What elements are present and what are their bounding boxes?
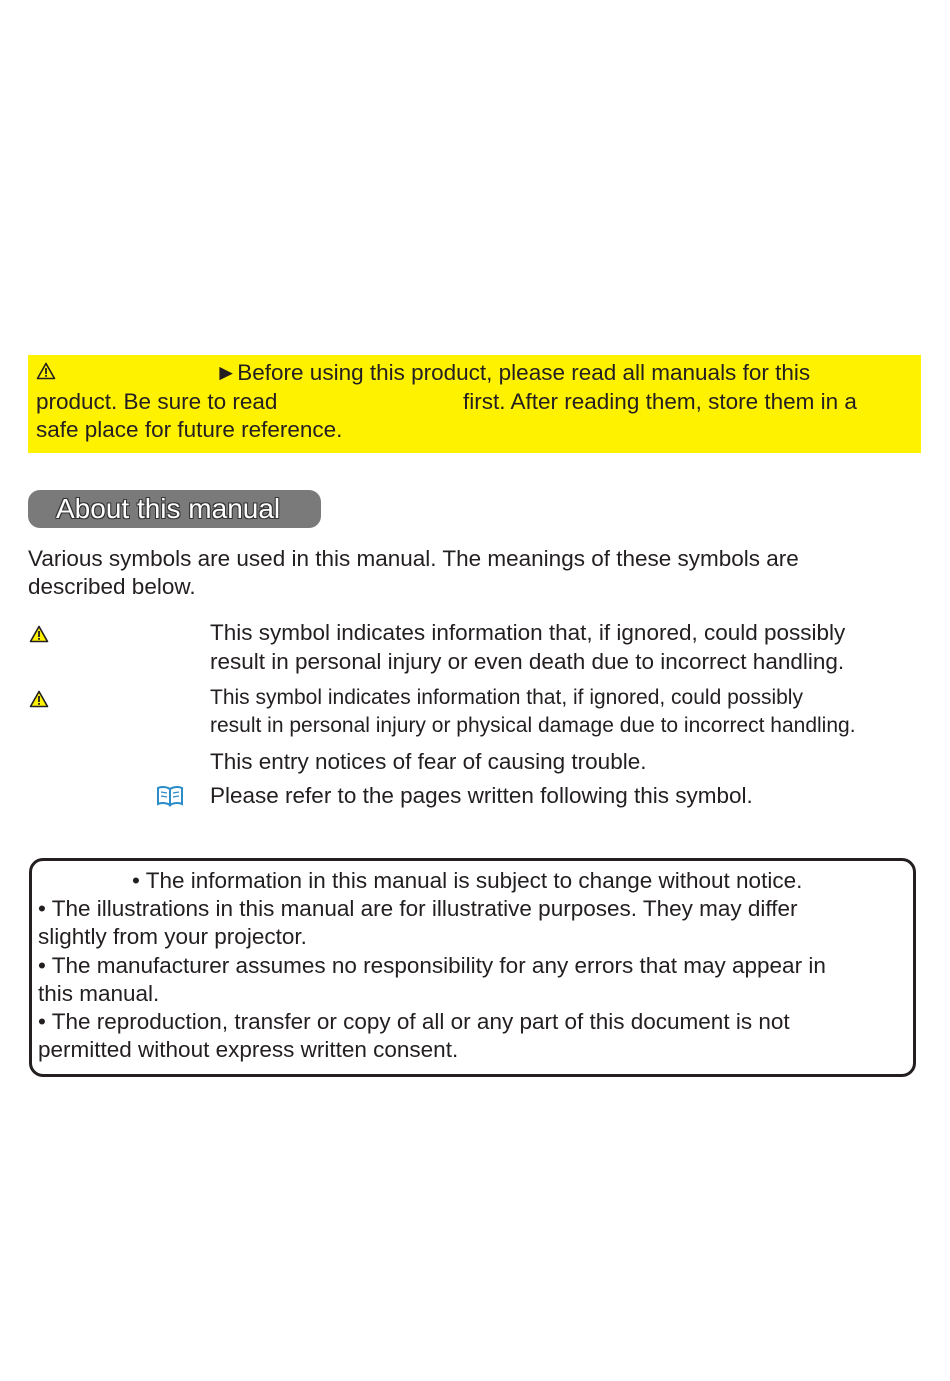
notice-line-1: • The information in this manual is subject to change without notice. (132, 868, 803, 893)
symbol-4-line-1: Please refer to the pages written following this symbol. (210, 783, 753, 808)
warning-icon (36, 362, 56, 380)
banner-line-2a: product. Be sure to read (36, 389, 278, 414)
warning-icon (29, 625, 49, 643)
notice-line-6: • The reproduction, transfer or copy of all or any part of this document is not (38, 1009, 790, 1034)
book-icon (156, 785, 184, 807)
notice-line-5: this manual. (38, 981, 160, 1006)
symbol-2-line-2: result in personal injury or physical damage due to incorrect handling. (210, 714, 856, 737)
banner-line-2b: first. After reading them, store them in a (463, 389, 857, 414)
intro-line-2: described below. (28, 574, 196, 599)
notice-line-2: • The illustrations in this manual are for illustrative purposes. They may differ (38, 896, 798, 921)
symbol-2-line-1: This symbol indicates information that, if ignored, could possibly (210, 686, 803, 709)
banner-line-1: ►Before using this product, please read all manuals for this (215, 360, 811, 385)
section-header (28, 490, 321, 528)
notice-line-7: permitted without express written consent. (38, 1037, 459, 1062)
warning-icon (29, 690, 49, 708)
section-title: About this manual (56, 493, 281, 524)
warning-banner (28, 355, 921, 453)
symbol-1-line-1: This symbol indicates information that, if ignored, could possibly (210, 620, 846, 645)
notice-line-4: • The manufacturer assumes no responsibility for any errors that may appear in (38, 953, 826, 978)
symbol-3-line-1: This entry notices of fear of causing trouble. (210, 749, 647, 774)
intro-line-1: Various symbols are used in this manual. The meanings of these symbols are (28, 546, 799, 571)
notice-line-3: slightly from your projector. (38, 924, 307, 949)
banner-warning-icon-wrap (36, 359, 56, 387)
banner-line-3: safe place for future reference. (36, 417, 343, 442)
symbol-1-line-2: result in personal injury or even death due to incorrect handling. (210, 649, 845, 674)
